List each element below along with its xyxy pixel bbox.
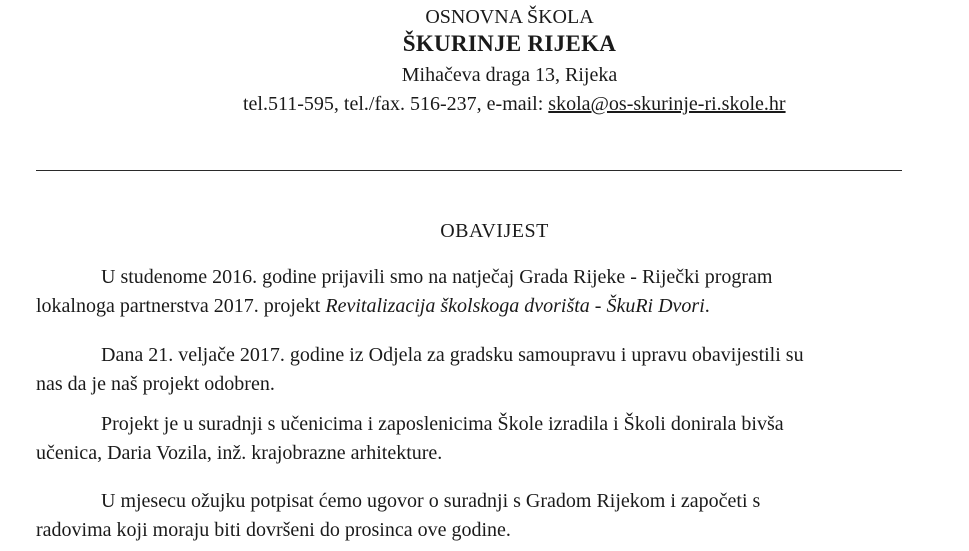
paragraph-4 <box>36 487 946 545</box>
paragraph-3 <box>36 410 946 468</box>
paragraph-1 <box>36 263 946 321</box>
school-name: ŠKURINJE RIJEKA <box>402 31 617 56</box>
paragraph-1-line-1: U studenome 2016. godine prijavili smo na natječaj Grada Rijeke - Riječki program <box>101 266 773 288</box>
project-title: Revitalizacija školskoga dvorišta - ŠkuRi Dvori <box>325 295 705 317</box>
phone-fax-text: tel.511-595, tel./fax. 516-237, e-mail: <box>243 93 549 115</box>
school-address: Mihačeva draga 13, Rijeka <box>401 64 618 86</box>
contact-line <box>243 92 786 116</box>
notice-title: OBAVIJEST <box>440 220 549 242</box>
paragraph-4-line-1: U mjesecu ožujku potpisat ćemo ugovor o suradnji s Gradom Rijekom i započeti s <box>101 490 761 512</box>
paragraph-1-text: lokalnoga partnerstva 2017. projekt <box>36 295 326 317</box>
email-link[interactable]: skola@os-skurinje-ri.skole.hr <box>548 93 786 115</box>
paragraph-1-period: . <box>704 295 710 317</box>
school-type: OSNOVNA ŠKOLA <box>425 6 594 28</box>
header-divider <box>36 170 902 171</box>
paragraph-2-line-2: nas da je naš projekt odobren. <box>36 373 275 395</box>
paragraph-3-line-2: učenica, Daria Vozila, inž. krajobrazne arhitekture. <box>36 442 443 464</box>
paragraph-1-line-2 <box>36 292 946 321</box>
paragraph-2-line-1: Dana 21. veljače 2017. godine iz Odjela za gradsku samoupravu i upravu obavijestili su <box>101 344 804 366</box>
paragraph-3-line-1: Projekt je u suradnji s učenicima i zaposlenicima Škole izradila i Školi donirala bivša <box>101 413 784 435</box>
paragraph-4-line-2: radovima koji moraju biti dovršeni do prosinca ove godine. <box>36 519 511 541</box>
paragraph-2 <box>36 341 946 399</box>
